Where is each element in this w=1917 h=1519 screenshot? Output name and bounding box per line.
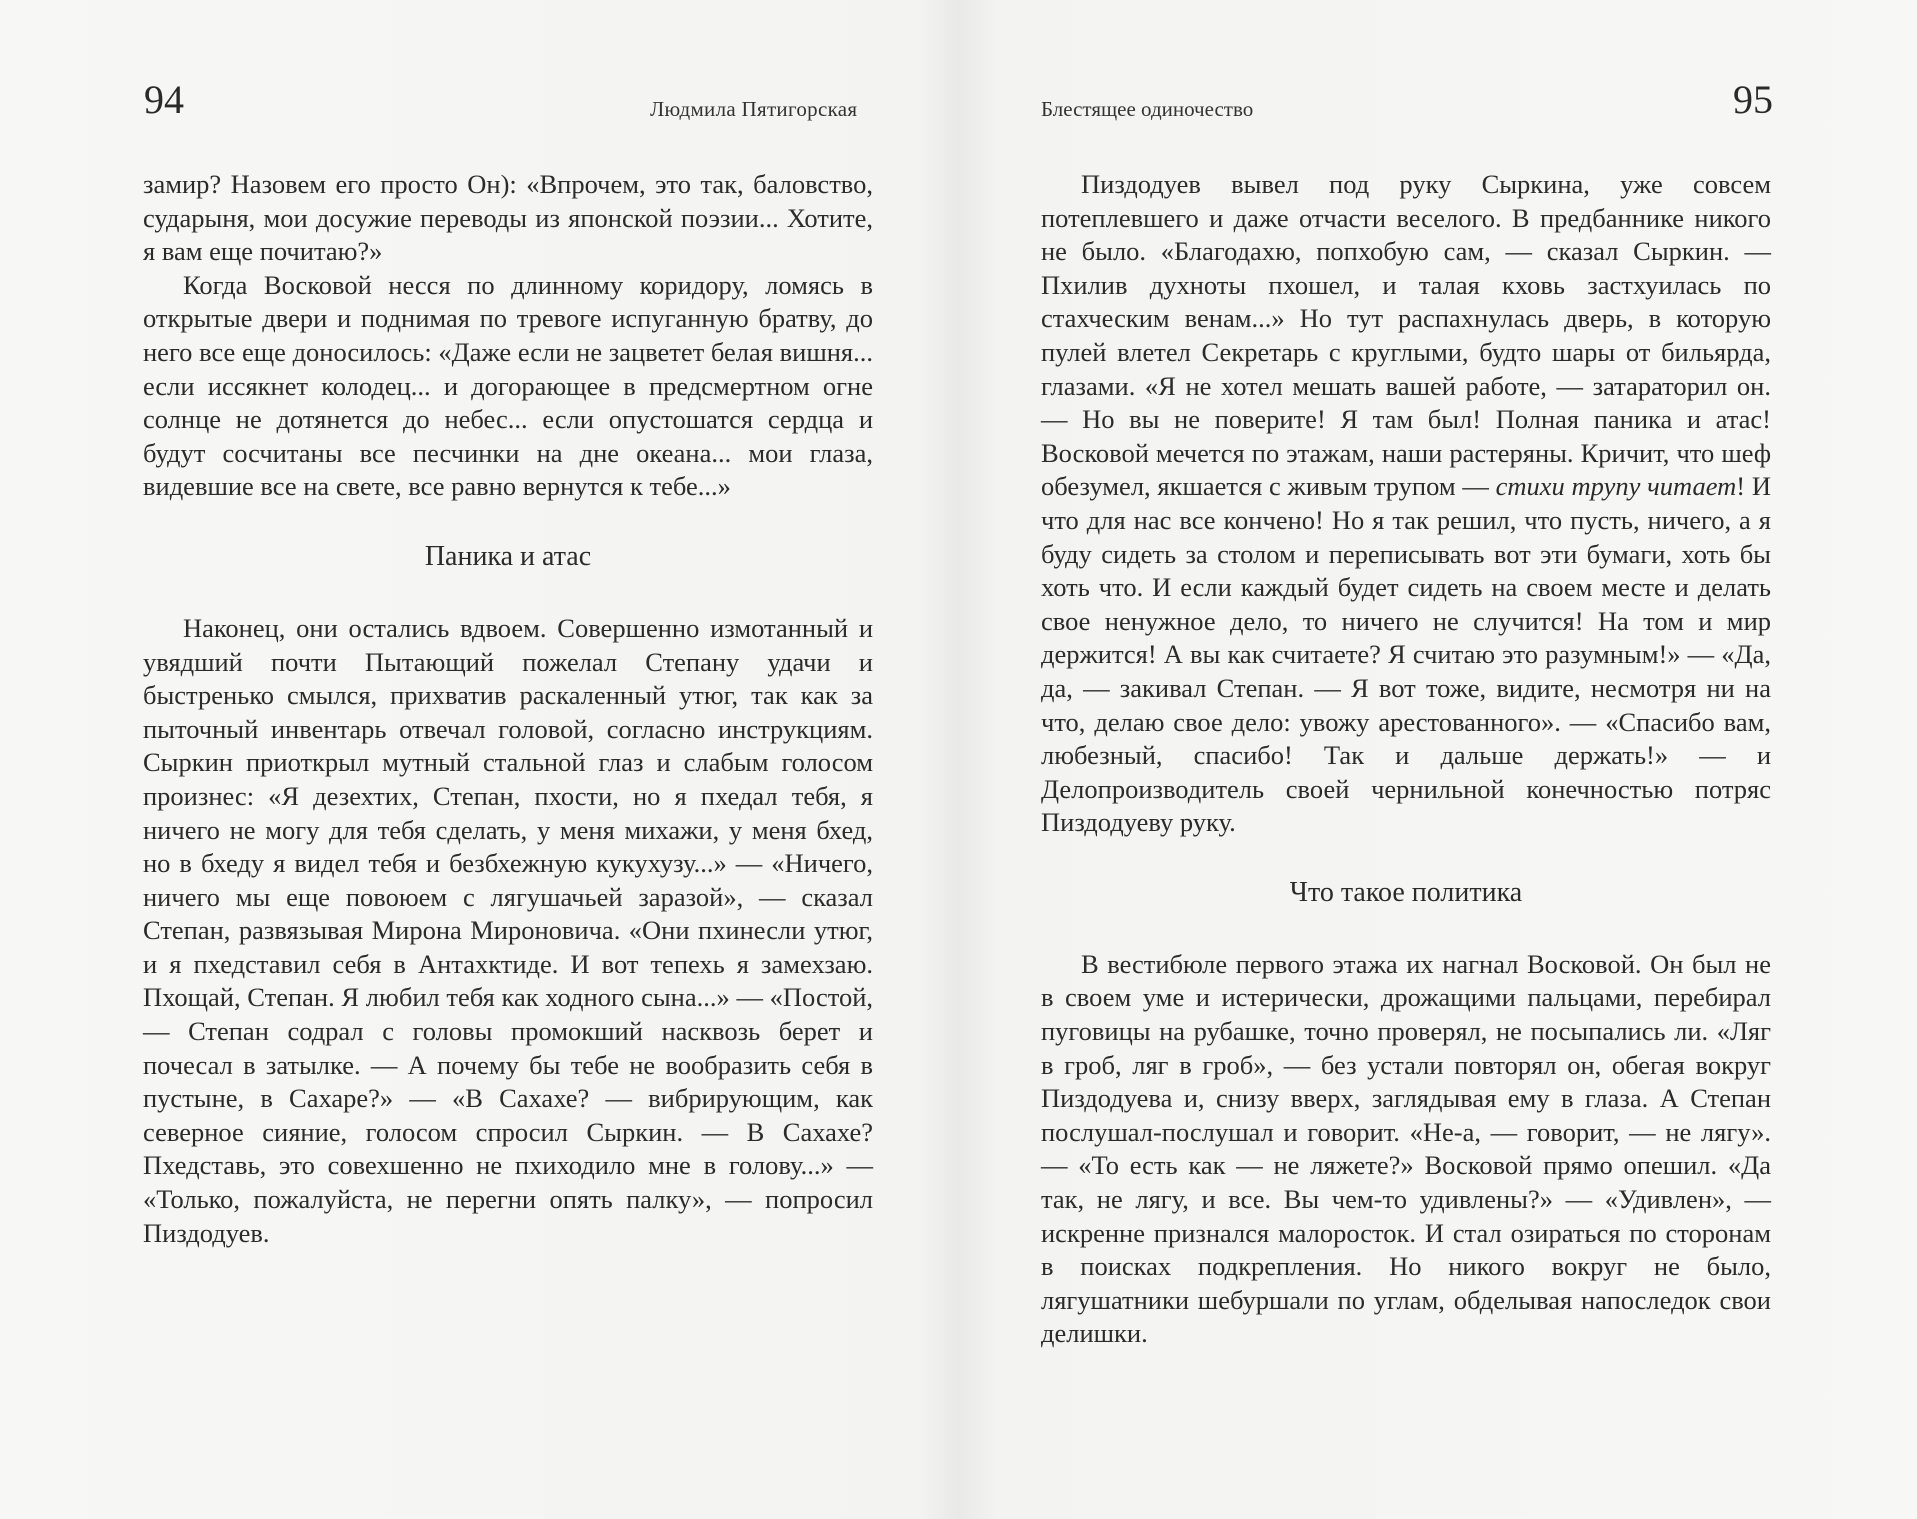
page-number-right: 95 bbox=[1733, 77, 1773, 122]
right-text-block bbox=[1041, 168, 1771, 1351]
running-head-title: Блестящее одиночество bbox=[1041, 97, 1254, 121]
paragraph bbox=[1041, 168, 1771, 840]
paragraph: Наконец, они остались вдвоем. Совершенно измотанный и увядший почти Пытающий пожелал Степану удачи и быстренько смылся, прихватив раскаленный утюг, так как за пыточный инвентарь отвечал головой, согласно инструкциям. Сыркин приоткрыл мутный стальной глаз и слабым голосом произнес: «Я дезехтих, Степан, пхости, но я пхедал тебя, я ничего не могу для тебя сделать, у меня михажи, у меня бхед, но в бхеду я видел тебя и безбхежную кукухузу...» — «Ничего, ничего мы еще повоюем с лягушачьей заразой», — сказал Степан, развязывая Мирона Мироновича. «Они пхинесли утюг, и я пхедставил себя в Антахктиде. И вот тепехь я замехзаю. Пхощай, Степан. Я любил тебя как ходного сына...» — «Постой, — Степан содрал с головы промокший насквозь берет и почесал в затылке. — А почему бы тебе не вообразить себя в пустыне, в Сахаре?» — «В Сахахе? — вибрирующим, как северное сияние, голосом спросил Сыркин. — В Сахахе? Пхедставь, это совехшенно не пхиходило мне в голову...» — «Только, пожалуйста, не перегни опять палку», — попросил Пиздодуев. bbox=[143, 612, 873, 1248]
running-head-author: Людмила Пятигорская bbox=[650, 97, 858, 121]
paragraph-text: ! И что для нас все кончено! Но я так решил, что пусть, ничего, а я буду сидеть за столом и переписывать вот эти бумаги, хоть бы хоть что. И если каждый будет сидеть на своем месте и делать свое ненужное дело, то ничего не случится! На том и мир держится! А вы как считаете? Я считаю это разумным!» — «Да, да, — закивал Степан. — Я вот тоже, видите, несмотря ни на что, делаю свое дело: увожу арестованного». — «Спасибо вам, любезный, спасибо! Так и дальше держать!» — и Делопроизводитель своей чернильной конечностью потряс Пиздодуеву руку. bbox=[1041, 471, 1771, 838]
left-text-block bbox=[143, 168, 873, 1250]
right-page bbox=[958, 0, 1917, 1519]
section-heading-panika: Паника и атас bbox=[424, 540, 592, 572]
italic-phrase: стихи трупу читает bbox=[1495, 471, 1737, 502]
paragraph: замир? Назовем его просто Он): «Впрочем, это так, баловство, сударыня, мои досужие переводы из японской поэзии... Хотите, я вам еще почитаю?» bbox=[143, 169, 873, 267]
section-heading-politika: Что такое политика bbox=[1289, 876, 1523, 908]
left-page bbox=[0, 0, 958, 1519]
paragraph: Когда Восковой несся по длинному коридору, ломясь в открытые двери и поднимая по тревоге испуганную братву, до него все еще доносилось: «Даже если не зацветет белая вишня... если иссякнет колодец... и догорающее в предсмертном огне солнце не дотянется до небес... если опустошатся сердца и будут сосчитаны все песчинки на дне океана... мои глаза, видевшие все на свете, все равно вернутся к тебе...» bbox=[143, 269, 873, 502]
paragraph-text: Пиздодуев вывел под руку Сыркина, уже совсем потеплевшего и даже отчасти веселого. В предбаннике никого не было. «Благодахю, попхобую сам, — сказал Сыркин. — Пхилив духноты пхошел, и талая кховь застхуилась по стахческим венам...» Но тут распахнулась дверь, в которую пулей влетел Секретарь с круглыми, будто шары от бильярда, глазами. «Я не хотел мешать вашей работе, — затараторил он. — Но вы не поверите! Я там был! Полная паника и атас! Восковой мечется по этажам, наши растеряны. Кричит, что шеф обезумел, якшается с живым трупом — bbox=[1041, 169, 1771, 502]
page-number-left: 94 bbox=[144, 77, 184, 122]
paragraph: В вестибюле первого этажа их нагнал Восковой. Он был не в своем уме и истерически, дрожащими пальцами, перебирал пуговицы на рубашке, точно проверял, не посыпались ли. «Ляг в гроб, ляг в гроб», — без устали повторял он, обегая вокруг Пиздодуева и, снизу вверх, заглядывая ему в глаза. А Степан послушал-послушал и говорит. «Не-а, — говорит, — не лягу». — «То есть как — не ляжете?» Восковой прямо опешил. «Да так, не лягу, и все. Вы чем-то удивлены?» — «Удивлен», — искренне признался малоросток. И стал озираться по сторонам в поисках подкрепления. Но никого вокруг не было, лягушатники шебуршали по углам, обделывая напоследок свои делишки. bbox=[1041, 948, 1771, 1349]
